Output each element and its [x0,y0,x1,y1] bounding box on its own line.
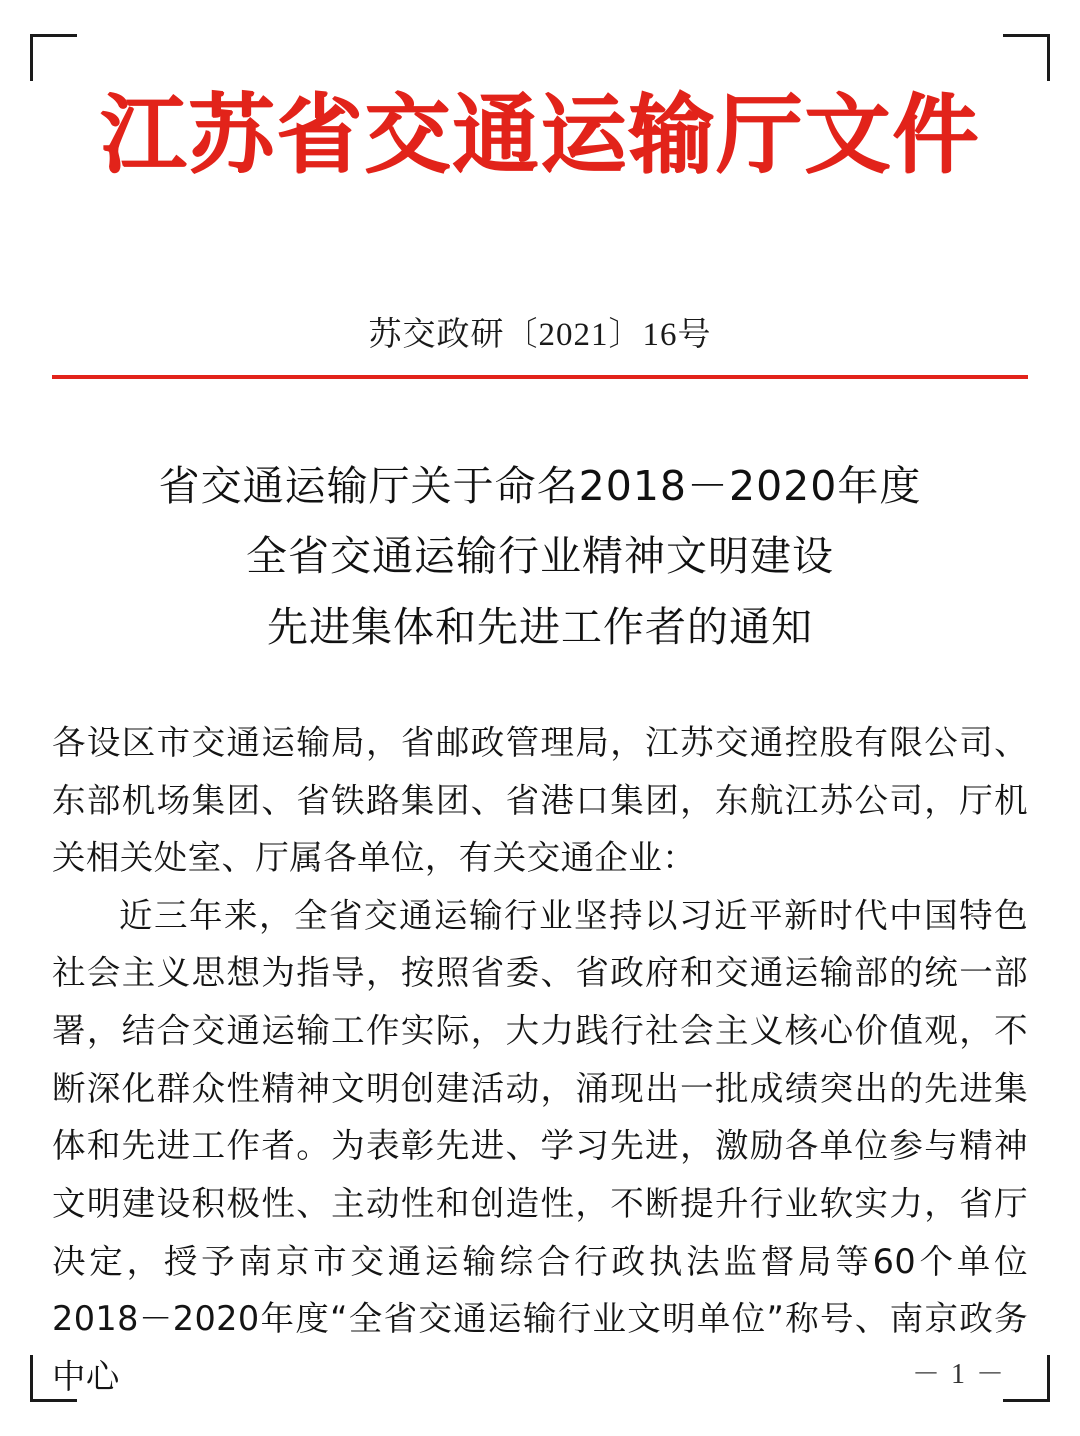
document-content [52,60,1028,1405]
subject-line-3: 先进集体和先进工作者的通知 [267,602,813,651]
subject-line-2: 全省交通运输行业精神文明建设 [246,532,834,581]
body-paragraph-1: 近三年来，全省交通运输行业坚持以习近平新时代中国特色社会主义思想为指导，按照省委、省政府和交通运输部的统一部署，结合交通运输工作实际，大力践行社会主义核心价值观，不断深化群众性精神文明创建活动，涌现出一批成绩突出的先进集体和先进工作者。为表彰先进、学习先进，激励各单位参与精神文明建设积极性、主动性和创造性，不断提升行业软实力，省厅决定，授予南京市交通运输综合行政执法监督局等60个单位2018－2020年度“全省交通运输行业文明单位”称号、南京政务中心 [52,895,1028,1396]
document-body [52,714,1028,1405]
document-masthead: 江苏省交通运输厅文件 [100,85,980,185]
document-number: 苏交政研〔2021〕16号 [368,316,712,353]
subject-line-1: 省交通运输厅关于命名2018－2020年度 [158,461,922,510]
red-divider-rule [52,375,1028,379]
recipients-paragraph: 各设区市交通运输局，省邮政管理局，江苏交通控股有限公司、东部机场集团、省铁路集团、省港口集团，东航江苏公司，厅机关相关处室、厅属各单位，有关交通企业： [52,723,1028,878]
document-subject [52,451,1028,663]
page-number: － 1 － [911,1359,1006,1390]
